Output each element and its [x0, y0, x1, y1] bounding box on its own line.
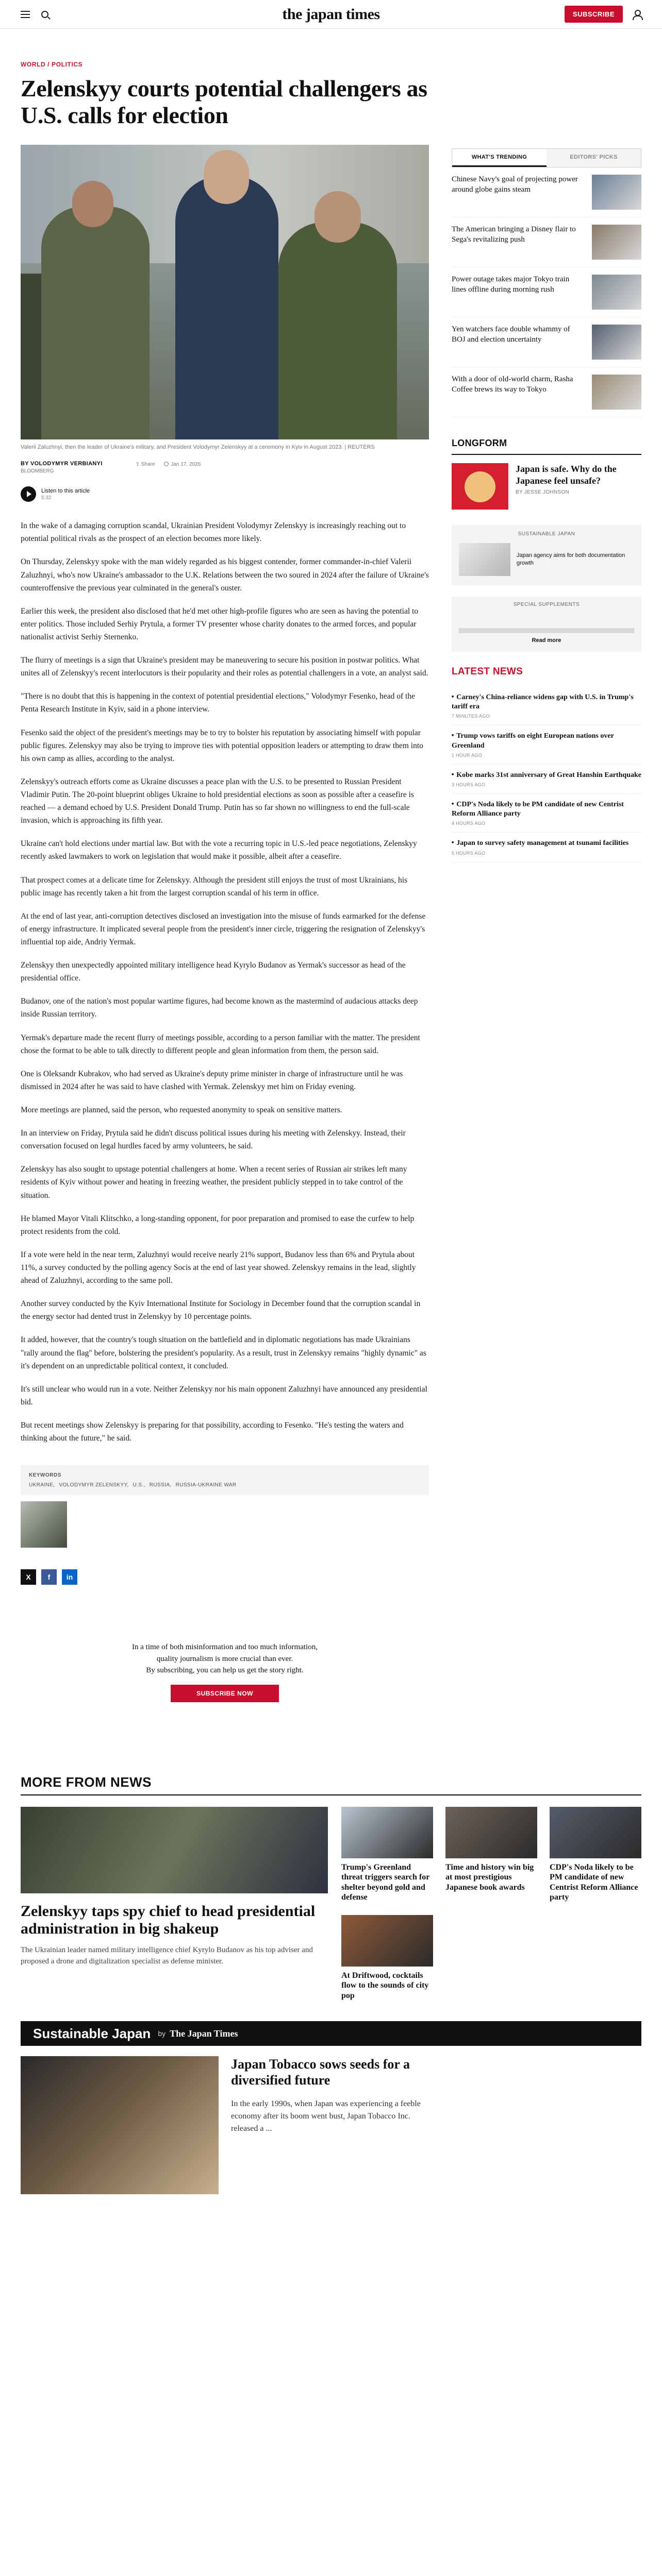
sustainable-japan-image	[459, 543, 510, 576]
lead-story-desc: The Ukrainian leader named military intelligence chief Kyrylo Budanov as his top adviser and proposed a drone and digitalization specialist as defense minister.	[21, 1945, 313, 1966]
article-main	[21, 61, 429, 1702]
latest-news-title[interactable]: ■ Kobe marks 31st anniversary of Great Hanshin Earthquake	[452, 771, 641, 780]
trending-title[interactable]: Yen watchers face double whammy of BOJ and election uncertainty	[452, 325, 570, 344]
latest-news-time: 7 MINUTES AGO	[452, 714, 490, 719]
latest-news-time: 5 HOURS AGO	[452, 850, 486, 856]
trending-title[interactable]: The American bringing a Disney flair to Sega's revitalizing push	[452, 225, 576, 244]
latest-news-time: 4 HOURS AGO	[452, 821, 486, 826]
tab-editors-picks[interactable]: EDITORS' PICKS	[547, 149, 641, 167]
image-caption: Valerii Zaluzhnyi, then the leader of Ukraine's military, and President Volodymyr Zelenskyy at a ceremony in Kyiv in August 2023. | REUTERS	[21, 444, 375, 450]
article-paragraph: He blamed Mayor Vitali Klitschko, a long-standing opponent, for poor preparation and promised to ease the curfew to help protect residents from the cold.	[21, 1214, 415, 1236]
article-paragraph: Yermak's departure made the recent flurry of meetings possible, according to a person familiar with the matter. The president chose the format to be able to talk directly to different people and glean information from them, the person said.	[21, 1033, 420, 1055]
banner-by: by	[158, 2029, 166, 2038]
trending-thumbnail	[592, 225, 641, 260]
keywords-heading: KEYWORDS	[29, 1472, 61, 1479]
trending-item[interactable]	[452, 367, 641, 417]
news-card-image	[341, 1807, 433, 1858]
section-breadcrumb[interactable]: WORLD / POLITICS	[21, 61, 83, 68]
facebook-share-icon[interactable]: f	[41, 1569, 57, 1585]
sustainable-feature[interactable]	[21, 2056, 641, 2194]
sustainable-japan-title[interactable]: Japan agency aims for both documentation growth	[517, 552, 625, 566]
trending-item[interactable]	[452, 317, 641, 367]
longform-heading: LONGFORM	[452, 438, 641, 455]
longform-author: BY JESSE JOHNSON	[516, 489, 570, 495]
listen-label: Listen to this article	[41, 487, 90, 494]
keyword-link[interactable]: VOLODYMYR ZELENSKYY,	[59, 1482, 129, 1488]
news-card[interactable]	[550, 1807, 641, 1903]
sustainable-japan-box	[452, 525, 641, 585]
lead-story-title[interactable]: Zelenskyy taps spy chief to head presidential administration in big shakeup	[21, 1902, 316, 1938]
promo-text-3: By subscribing, you can help us get the story right.	[146, 1666, 304, 1675]
share-link[interactable]: ⇪ Share	[135, 462, 155, 468]
news-card-title[interactable]: Trump's Greenland threat triggers search for shelter beyond gold and defense	[341, 1862, 430, 1902]
news-card[interactable]	[341, 1807, 433, 1903]
banner-brand: The Japan Times	[170, 2028, 238, 2039]
keyword-link[interactable]: U.S.,	[133, 1482, 145, 1488]
linkedin-share-icon[interactable]: in	[62, 1569, 77, 1585]
trending-thumbnail	[592, 375, 641, 410]
byline	[21, 461, 429, 474]
article-paragraph: Zelenskyy has also sought to upstage potential challengers at home. When a recent series of Russian air strikes left many residents of Kyiv without power and heating in freezing weather, the president publicly stepped in to take control of the situation.	[21, 1165, 407, 1200]
share-icon: ⇪	[135, 462, 141, 468]
trending-title[interactable]: With a door of old-world charm, Rasha Coffee brews its way to Tokyo	[452, 375, 573, 394]
longform-title[interactable]: Japan is safe. Why do the Japanese feel unsafe?	[516, 464, 617, 486]
site-header	[0, 0, 662, 29]
news-card[interactable]	[445, 1807, 537, 1903]
sustainable-japan-heading: SUSTAINABLE JAPAN	[518, 531, 575, 537]
publish-time: Jan 17, 2026	[164, 462, 201, 467]
user-icon[interactable]	[632, 10, 641, 19]
article-paragraph: Zelenskyy's outreach efforts come as Ukraine discusses a peace plan with the U.S. to be presented to Russian President Vladimir Putin. The 20-point blueprint obliges Ukraine to hold presidential elections as soon as possible after a ceasefire is reached — a demand echoed by U.S. President Donald Trump. Putin has so far shown no willingness to end the full-scale invasion, which is approaching its fifth year.	[21, 777, 414, 825]
news-card-image	[341, 1915, 433, 1967]
more-from-news-heading: MORE FROM NEWS	[21, 1774, 641, 1795]
byline-author[interactable]: VOLODYMYR VERBIANYI	[30, 461, 103, 467]
subscribe-button[interactable]: SUBSCRIBE	[565, 6, 623, 23]
latest-news-item[interactable]	[452, 794, 641, 833]
listen-duration: 5:32	[41, 495, 52, 501]
search-icon[interactable]	[41, 11, 48, 18]
tab-whats-trending[interactable]: WHAT'S TRENDING	[452, 149, 547, 167]
sidebar	[452, 61, 641, 1702]
trending-list	[452, 167, 641, 417]
latest-news-title[interactable]: ■ Japan to survey safety management at tsunami facilities	[452, 839, 641, 848]
trending-item[interactable]	[452, 267, 641, 317]
hero-image	[21, 145, 429, 439]
article-paragraph: It's still unclear who would run in a vote. Neither Zelenskyy nor his main opponent Zaluzhnyi have announced any presidential bid.	[21, 1384, 427, 1406]
byline-org: BLOOMBERG	[21, 468, 54, 474]
play-icon[interactable]	[21, 486, 36, 502]
news-card-title[interactable]: CDP's Noda likely to be PM candidate of new Centrist Reform Alliance party	[550, 1862, 638, 1902]
latest-news-item[interactable]	[452, 765, 641, 794]
article-paragraph: Ukraine can't hold elections under martial law. But with the vote a recurring topic in U.S.-led peace negotiations, Zelenskyy recently asked lawmakers to work on legislation that would make it possible, albeit after a ceasefire.	[21, 839, 417, 861]
article-paragraph: Another survey conducted by the Kyiv International Institute for Sociology in December found that the corruption scandal in the energy sector had dented trust in Zelenskyy by 10 percentage points.	[21, 1299, 421, 1321]
news-card-title[interactable]: At Driftwood, cocktails flow to the sounds of city pop	[341, 1971, 429, 2000]
read-more-link[interactable]: Read more	[532, 637, 561, 643]
sustainable-japan-item[interactable]	[459, 543, 634, 576]
byline-prefix: BY	[21, 461, 29, 467]
trending-thumbnail	[592, 175, 641, 210]
article-paragraph: That prospect comes at a delicate time for Zelenskyy. Although the president still enjoys the trust of most Ukrainians, his public image has recently taken a hit from the largest corruption scandal of his term in office.	[21, 875, 408, 897]
keyword-link[interactable]: RUSSIA,	[149, 1482, 172, 1488]
news-card-image	[445, 1807, 537, 1858]
keywords-list	[29, 1482, 421, 1488]
article-headline: Zelenskyy courts potential challengers as U.S. calls for election	[21, 75, 427, 129]
article-paragraph: Earlier this week, the president also disclosed that he'd met other high-profile figures who are seen as having the potential to enter politics. Those included Serhiy Prytula, a former TV presenter whose charity donates to the armed forces, and popular nationalist activist Serhiy Sternenko.	[21, 606, 419, 642]
article-paragraph: "There is no doubt that this is happening in the context of potential presidential elections," Volodymyr Fesenko, head of the Penta Research Institute in Kyiv, said in a phone interview.	[21, 692, 415, 714]
more-news-grid	[341, 1807, 641, 2001]
trending-title[interactable]: Chinese Navy's goal of projecting power around globe gains steam	[452, 175, 578, 194]
latest-news-title[interactable]: ■ Carney's China-reliance widens gap with U.S. in Trump's tariff era	[452, 693, 641, 711]
trending-item[interactable]	[452, 217, 641, 267]
latest-news-title[interactable]: ■ CDP's Noda likely to be PM candidate of new Centrist Reform Alliance party	[452, 800, 641, 819]
latest-news-item[interactable]	[452, 833, 641, 862]
clock-icon	[164, 462, 169, 466]
keyword-link[interactable]: RUSSIA-UKRAINE WAR	[175, 1482, 237, 1488]
trending-item[interactable]	[452, 167, 641, 217]
article-paragraph: But recent meetings show Zelenskyy is preparing for that possibility, according to Fesenko. "He's testing the waters and thinking about the future," he said.	[21, 1420, 404, 1443]
latest-news-heading: LATEST NEWS	[452, 666, 523, 677]
article-paragraph: If a vote were held in the near term, Zaluzhnyi would receive nearly 21% support, Budanov less than 6% and Prytula about 11%, a survey conducted by the polling agency Socis at the end of last year showed. Zelenskyy remains in the lead, slightly ahead of Zaluzhnyi, according to the same poll.	[21, 1250, 416, 1285]
article-paragraph: Budanov, one of the nation's most popular wartime figures, had become known as the mastermind of audacious attacks deep inside Russian territory.	[21, 997, 418, 1019]
sustainable-feature-image	[21, 2056, 219, 2194]
article-paragraph: The flurry of meetings is a sign that Ukraine's president may be maneuvering to secure his position in postwar politics. What unites all of Zelenskyy's recent interlocutors is their popularity and their roles as potential challengers in a vote, an analyst said.	[21, 656, 428, 678]
longform-image	[452, 463, 508, 510]
promo-text-2: quality journalism is more crucial than ever.	[156, 1654, 293, 1663]
keywords-box	[21, 1465, 429, 1495]
author-thumbnail	[21, 1501, 67, 1548]
article-paragraph: It added, however, that the country's tough situation on the battlefield and in diplomatic negotiations has made Ukrainians "rally around the flag" before, bolstering the president's popularity. As a result, trust in Zelenskyy remains "highly dynamic" as it's dependent on an unpredictable political context, it concluded.	[21, 1335, 426, 1370]
x-share-icon[interactable]: X	[21, 1569, 36, 1585]
trending-thumbnail	[592, 325, 641, 360]
promo-text-1: In a time of both misinformation and too much information,	[132, 1643, 318, 1652]
article-paragraph: In an interview on Friday, Prytula said he didn't discuss political issues during his meeting with Zelenskyy. Instead, their conversation focused on legal hurdles faced by army volunteers, he said.	[21, 1129, 406, 1151]
latest-news-title[interactable]: ■ Trump vows tariffs on eight European nations over Greenland	[452, 732, 641, 750]
article-body	[21, 519, 429, 1445]
trending-title[interactable]: Power outage takes major Tokyo train lines offline during morning rush	[452, 275, 570, 294]
sustainable-japan-banner[interactable]	[21, 2021, 641, 2046]
news-card-title[interactable]: Time and history win big at most prestigious Japanese book awards	[445, 1862, 534, 1892]
site-logo[interactable]: the japan times	[282, 5, 380, 23]
news-card-image	[550, 1807, 641, 1858]
longform-item[interactable]	[452, 463, 641, 510]
latest-news-time: 1 HOUR AGO	[452, 752, 483, 758]
menu-icon[interactable]	[21, 11, 30, 18]
latest-news-item[interactable]	[452, 725, 641, 764]
article-paragraph: More meetings are planned, said the person, who requested anonymity to speak on sensitive matters.	[21, 1105, 342, 1114]
sidebar-tabs	[452, 148, 641, 167]
subscribe-now-button[interactable]: SUBSCRIBE NOW	[171, 1685, 279, 1702]
special-supplements-heading: SPECIAL SUPPLEMENTS	[513, 602, 580, 607]
banner-title: Sustainable Japan	[33, 2025, 151, 2041]
sustainable-feature-title[interactable]: Japan Tobacco sows seeds for a diversified future	[231, 2057, 410, 2088]
lead-story[interactable]	[21, 1807, 328, 2001]
audio-player	[21, 486, 429, 502]
latest-news-time: 3 HOURS AGO	[452, 782, 486, 787]
article-paragraph: On Thursday, Zelenskyy spoke with the man widely regarded as his biggest contender, former commander-in-chief Valerii Zaluzhnyi, who's now Ukraine's ambassador to the U.K. Relations between the two soured in 2024 after the failure of Ukraine's counteroffensive the previous year culminated in the general's ouster.	[21, 557, 429, 592]
article-paragraph: Zelenskyy then unexpectedly appointed military intelligence head Kyrylo Budanov as Yermak's successor as head of the presidential office.	[21, 961, 406, 983]
latest-news-item[interactable]	[452, 687, 641, 725]
article-paragraph: Fesenko said the object of the president's meetings may be to try to bolster his reputation by associating himself with popular public figures. Zelenskyy may also be trying to improve ties with potential opposition leaders or attempting to draw them into his own camp as allies, according to the analyst.	[21, 728, 423, 763]
news-card[interactable]	[341, 1915, 433, 2001]
subscribe-promo	[21, 1641, 429, 1702]
special-supplements-box	[452, 597, 641, 652]
more-from-news-section	[21, 1774, 641, 2195]
article-paragraph: One is Oleksandr Kubrakov, who had served as Ukraine's deputy prime minister in charge of infrastructure until he was dismissed in 2024 after he was said to have clashed with Yermak. Zelenskyy met him on Friday evening.	[21, 1069, 403, 1091]
article-paragraph: At the end of last year, anti-corruption detectives disclosed an investigation into the misuse of funds earmarked for the defense of energy infrastructure. It implicated several people from the president's inner circle, triggering the resignation of Zelenskyy's influential top aide, Andriy Yermak.	[21, 911, 426, 946]
supplements-bar	[459, 628, 634, 633]
lead-story-image	[21, 1807, 328, 1893]
keyword-link[interactable]: UKRAINE,	[29, 1482, 55, 1488]
sustainable-feature-desc: In the early 1990s, when Japan was experiencing a feeble economy after its boom went bust, Japan Tobacco Inc. released a ...	[231, 2099, 421, 2133]
share-buttons	[21, 1569, 429, 1585]
latest-news-list	[452, 687, 641, 862]
trending-thumbnail	[592, 275, 641, 310]
article-paragraph: In the wake of a damaging corruption scandal, Ukrainian President Volodymyr Zelenskyy is increasingly reaching out to potential political rivals as the prospect of an election becomes more likely.	[21, 521, 406, 544]
